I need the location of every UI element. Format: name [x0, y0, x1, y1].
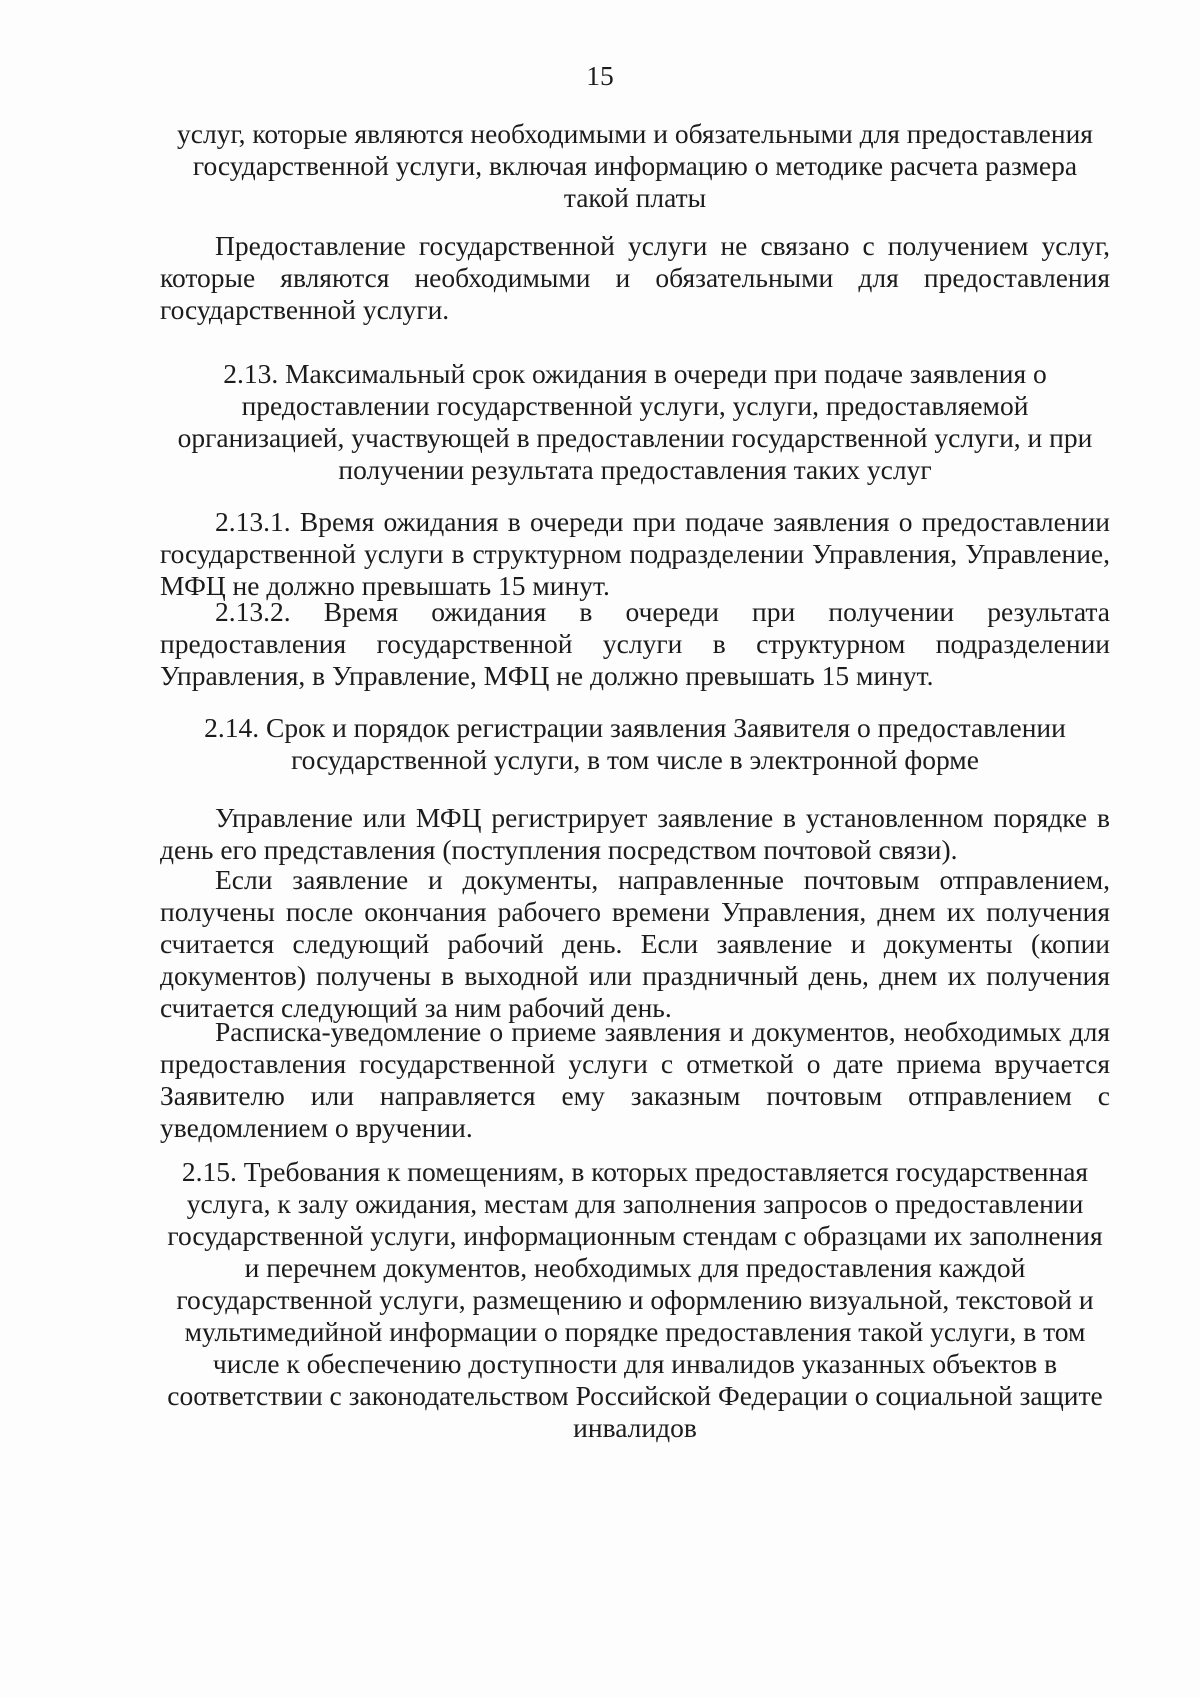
paragraph-after-hours: Если заявление и документы, направленные почтовым отправлением, получены после окончания рабочего времени Управления, днем их получения считается следующий рабочий день. Если заявление и документы (копии документов) получены в выходной или праздничный день, днем их получения считается следующий за ним рабочий день.	[160, 864, 1110, 1023]
section-heading-2-15: 2.15. Требования к помещениям, в которых предоставляется государственная услуга, к залу ожидания, местам для заполнения запросов о предоставлении государственной услуги, информационным стендам с образцами их заполнения и перечнем документов, необходимых для предоставления каждой государственной услуги, размещению и оформлению визуальной, текстовой и мультимедийной информации о порядке предоставления такой услуги, в том числе к обеспечению доступности для инвалидов указанных объектов в соответствии с законодательством Российской Федерации о социальной защите инвалидов	[167, 1156, 1103, 1443]
section-heading-2-14: 2.14. Срок и порядок регистрации заявления Заявителя о предоставлении государственной услуги, в том числе в электронной форме	[204, 712, 1066, 775]
paragraph-2-13-1: 2.13.1. Время ожидания в очереди при подаче заявления о предоставлении государственной услуги в структурном подразделении Управления, Управление, МФЦ не должно превышать 15 минут.	[160, 506, 1110, 601]
paragraph-receipt-notice: Расписка-уведомление о приеме заявления и документов, необходимых для предоставления государственной услуги с отметкой о дате приема вручается Заявителю или направляется ему заказным почтовым отправлением с уведомлением о вручении.	[160, 1016, 1110, 1143]
page-number: 15	[586, 60, 614, 91]
paragraph-2-13-2: 2.13.2. Время ожидания в очереди при получении результата предоставления государственной услуги в структурном подразделении Управления, в Управление, МФЦ не должно превышать 15 минут.	[160, 596, 1110, 691]
paragraph-registration: Управление или МФЦ регистрирует заявление в установленном порядке в день его представления (поступления посредством почтовой связи).	[160, 802, 1110, 865]
section-heading-2-13: 2.13. Максимальный срок ожидания в очереди при подаче заявления о предоставлении государственной услуги, услуги, предоставляемой организацией, участвующей в предоставлении государственной услуги, и при получении результата предоставления таких услуг	[177, 358, 1093, 485]
section-heading-fee-info: услуг, которые являются необходимыми и обязательными для предоставления государственной услуги, включая информацию о методике расчета размера такой платы	[177, 118, 1093, 213]
paragraph-no-related-services: Предоставление государственной услуги не связано с получением услуг, которые являются необходимыми и обязательными для предоставления государственной услуги.	[160, 230, 1110, 325]
